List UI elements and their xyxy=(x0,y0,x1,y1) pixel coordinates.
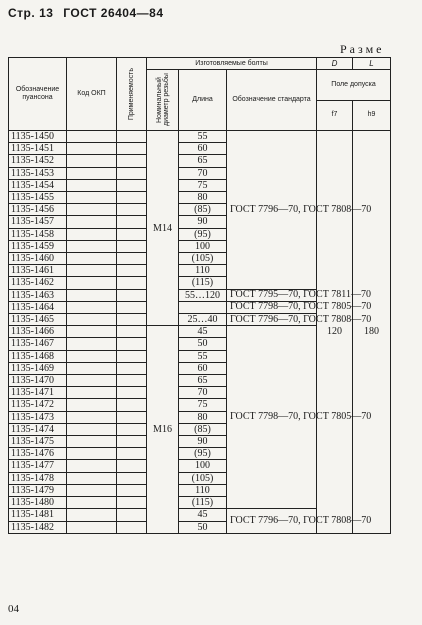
applicability-cell xyxy=(117,155,147,167)
punch-code: 1135-1454 xyxy=(9,179,67,191)
punch-code: 1135-1466 xyxy=(9,326,67,338)
header-f7: f7 xyxy=(317,100,353,131)
value-L: 180 xyxy=(353,131,391,534)
header-applicability: Применяемость xyxy=(128,67,135,121)
page-header xyxy=(8,6,164,20)
length-cell: 45 xyxy=(179,509,227,521)
applicability-cell xyxy=(117,460,147,472)
punch-code: 1135-1457 xyxy=(9,216,67,228)
length-cell: 110 xyxy=(179,484,227,496)
standard-designation: ГОСТ 7798—70, ГОСТ 7805—70 xyxy=(227,326,317,509)
table-row xyxy=(9,301,391,313)
punch-code: 1135-1463 xyxy=(9,289,67,301)
okp-cell xyxy=(67,423,117,435)
punch-code: 1135-1480 xyxy=(9,497,67,509)
okp-cell xyxy=(67,314,117,326)
length-cell: (105) xyxy=(179,253,227,265)
applicability-cell xyxy=(117,143,147,155)
applicability-cell xyxy=(117,375,147,387)
punch-code: 1135-1468 xyxy=(9,350,67,362)
okp-cell xyxy=(67,399,117,411)
value-D: 120 xyxy=(317,131,353,534)
length-cell: 70 xyxy=(179,167,227,179)
table-section-title: Разме xyxy=(340,42,385,56)
okp-cell xyxy=(67,411,117,423)
header-okp: Код ОКП xyxy=(67,58,117,131)
length-cell: 50 xyxy=(179,521,227,533)
applicability-cell xyxy=(117,167,147,179)
okp-cell xyxy=(67,277,117,289)
punch-code: 1135-1477 xyxy=(9,460,67,472)
length-cell: 80 xyxy=(179,411,227,423)
standard-designation: ГОСТ 7796—70, ГОСТ 7808—70 xyxy=(227,314,317,326)
punch-code: 1135-1461 xyxy=(9,265,67,277)
applicability-cell xyxy=(117,472,147,484)
okp-cell xyxy=(67,387,117,399)
okp-cell xyxy=(67,228,117,240)
okp-cell xyxy=(67,301,117,313)
punch-code: 1135-1471 xyxy=(9,387,67,399)
table-row xyxy=(9,314,391,326)
length-cell: 75 xyxy=(179,179,227,191)
applicability-cell xyxy=(117,521,147,533)
applicability-cell xyxy=(117,411,147,423)
applicability-cell xyxy=(117,131,147,143)
punch-code: 1135-1469 xyxy=(9,362,67,374)
length-cell: (115) xyxy=(179,497,227,509)
page-number: 13 xyxy=(39,6,54,20)
length-cell: 50 xyxy=(179,338,227,350)
length-cell: (105) xyxy=(179,472,227,484)
applicability-cell xyxy=(117,204,147,216)
length-cell: 75 xyxy=(179,399,227,411)
okp-cell xyxy=(67,436,117,448)
standard-designation: ГОСТ 7798—70, ГОСТ 7805—70 xyxy=(227,301,317,313)
length-cell: (95) xyxy=(179,228,227,240)
standard-designation: ГОСТ 7796—70, ГОСТ 7808—70 xyxy=(227,509,317,533)
length-cell: 60 xyxy=(179,143,227,155)
punch-code: 1135-1456 xyxy=(9,204,67,216)
header-thread-diameter: Номинальный диаметр резьбы xyxy=(155,73,170,127)
okp-cell xyxy=(67,253,117,265)
punch-code: 1135-1462 xyxy=(9,277,67,289)
okp-cell xyxy=(67,167,117,179)
length-cell: 90 xyxy=(179,216,227,228)
punch-code: 1135-1455 xyxy=(9,192,67,204)
length-cell: 55 xyxy=(179,131,227,143)
okp-cell xyxy=(67,179,117,191)
applicability-cell xyxy=(117,216,147,228)
punch-code: 1135-1472 xyxy=(9,399,67,411)
punch-code: 1135-1450 xyxy=(9,131,67,143)
punch-code: 1135-1476 xyxy=(9,448,67,460)
okp-cell xyxy=(67,326,117,338)
length-cell: 80 xyxy=(179,192,227,204)
okp-cell xyxy=(67,192,117,204)
length-cell: (95) xyxy=(179,448,227,460)
applicability-cell xyxy=(117,338,147,350)
length-cell: 100 xyxy=(179,240,227,252)
length-cell: 60 xyxy=(179,362,227,374)
okp-cell xyxy=(67,448,117,460)
okp-cell xyxy=(67,484,117,496)
punch-code: 1135-1460 xyxy=(9,253,67,265)
length-cell xyxy=(179,301,227,313)
okp-cell xyxy=(67,338,117,350)
table-row xyxy=(9,131,391,143)
punch-table xyxy=(8,57,391,534)
applicability-cell xyxy=(117,228,147,240)
applicability-cell xyxy=(117,362,147,374)
applicability-cell xyxy=(117,253,147,265)
punch-code: 1135-1475 xyxy=(9,436,67,448)
punch-code: 1135-1479 xyxy=(9,484,67,496)
applicability-cell xyxy=(117,423,147,435)
okp-cell xyxy=(67,289,117,301)
applicability-cell xyxy=(117,289,147,301)
applicability-cell xyxy=(117,277,147,289)
okp-cell xyxy=(67,350,117,362)
page-label: Стр. xyxy=(8,6,36,20)
header-h9: h9 xyxy=(353,100,391,131)
length-cell: (85) xyxy=(179,423,227,435)
applicability-cell xyxy=(117,448,147,460)
punch-code: 1135-1478 xyxy=(9,472,67,484)
header-thread-cell xyxy=(147,70,179,131)
punch-code: 1135-1464 xyxy=(9,301,67,313)
header-bolts-group: Изготовляемые болты xyxy=(147,58,317,70)
header-tolerance: Поле допуска xyxy=(317,70,391,101)
standard-designation: ГОСТ 7796—70, ГОСТ 7808—70 xyxy=(227,131,317,290)
okp-cell xyxy=(67,521,117,533)
length-cell: 45 xyxy=(179,326,227,338)
okp-cell xyxy=(67,240,117,252)
applicability-cell xyxy=(117,192,147,204)
applicability-cell xyxy=(117,436,147,448)
okp-cell xyxy=(67,216,117,228)
okp-cell xyxy=(67,143,117,155)
header-length: Длина xyxy=(179,70,227,131)
okp-cell xyxy=(67,131,117,143)
applicability-cell xyxy=(117,265,147,277)
applicability-cell xyxy=(117,387,147,399)
okp-cell xyxy=(67,265,117,277)
thread-diameter-m14: M14 xyxy=(147,131,179,326)
header-applicability-cell xyxy=(117,58,147,131)
applicability-cell xyxy=(117,240,147,252)
punch-code: 1135-1470 xyxy=(9,375,67,387)
punch-code: 1135-1482 xyxy=(9,521,67,533)
okp-cell xyxy=(67,497,117,509)
okp-cell xyxy=(67,472,117,484)
length-cell: 110 xyxy=(179,265,227,277)
punch-code: 1135-1465 xyxy=(9,314,67,326)
length-cell: 55…120 xyxy=(179,289,227,301)
applicability-cell xyxy=(117,509,147,521)
length-cell: 70 xyxy=(179,387,227,399)
okp-cell xyxy=(67,155,117,167)
okp-cell xyxy=(67,509,117,521)
length-cell: (85) xyxy=(179,204,227,216)
punch-code: 1135-1451 xyxy=(9,143,67,155)
footer-page-number: 04 xyxy=(8,603,19,615)
thread-diameter-m16: M16 xyxy=(147,326,179,533)
applicability-cell xyxy=(117,301,147,313)
punch-code: 1135-1458 xyxy=(9,228,67,240)
header-std: Обозначение стандарта xyxy=(227,70,317,131)
punch-code: 1135-1453 xyxy=(9,167,67,179)
length-cell: 25…40 xyxy=(179,314,227,326)
length-cell: (115) xyxy=(179,277,227,289)
applicability-cell xyxy=(117,497,147,509)
standard-number: ГОСТ 26404—84 xyxy=(63,6,164,20)
punch-code: 1135-1474 xyxy=(9,423,67,435)
punch-code: 1135-1467 xyxy=(9,338,67,350)
table-row xyxy=(9,289,391,301)
length-cell: 100 xyxy=(179,460,227,472)
header-D: D xyxy=(317,58,353,70)
standard-designation: ГОСТ 7795—70, ГОСТ 7811—70 xyxy=(227,289,317,301)
applicability-cell xyxy=(117,314,147,326)
header-L: L xyxy=(353,58,391,70)
applicability-cell xyxy=(117,399,147,411)
applicability-cell xyxy=(117,484,147,496)
okp-cell xyxy=(67,362,117,374)
okp-cell xyxy=(67,460,117,472)
okp-cell xyxy=(67,375,117,387)
length-cell: 90 xyxy=(179,436,227,448)
punch-code: 1135-1473 xyxy=(9,411,67,423)
applicability-cell xyxy=(117,350,147,362)
punch-code: 1135-1452 xyxy=(9,155,67,167)
length-cell: 65 xyxy=(179,155,227,167)
length-cell: 55 xyxy=(179,350,227,362)
length-cell: 65 xyxy=(179,375,227,387)
okp-cell xyxy=(67,204,117,216)
applicability-cell xyxy=(117,179,147,191)
punch-code: 1135-1481 xyxy=(9,509,67,521)
applicability-cell xyxy=(117,326,147,338)
header-designation: Обозначение пуансона xyxy=(9,58,67,131)
punch-code: 1135-1459 xyxy=(9,240,67,252)
